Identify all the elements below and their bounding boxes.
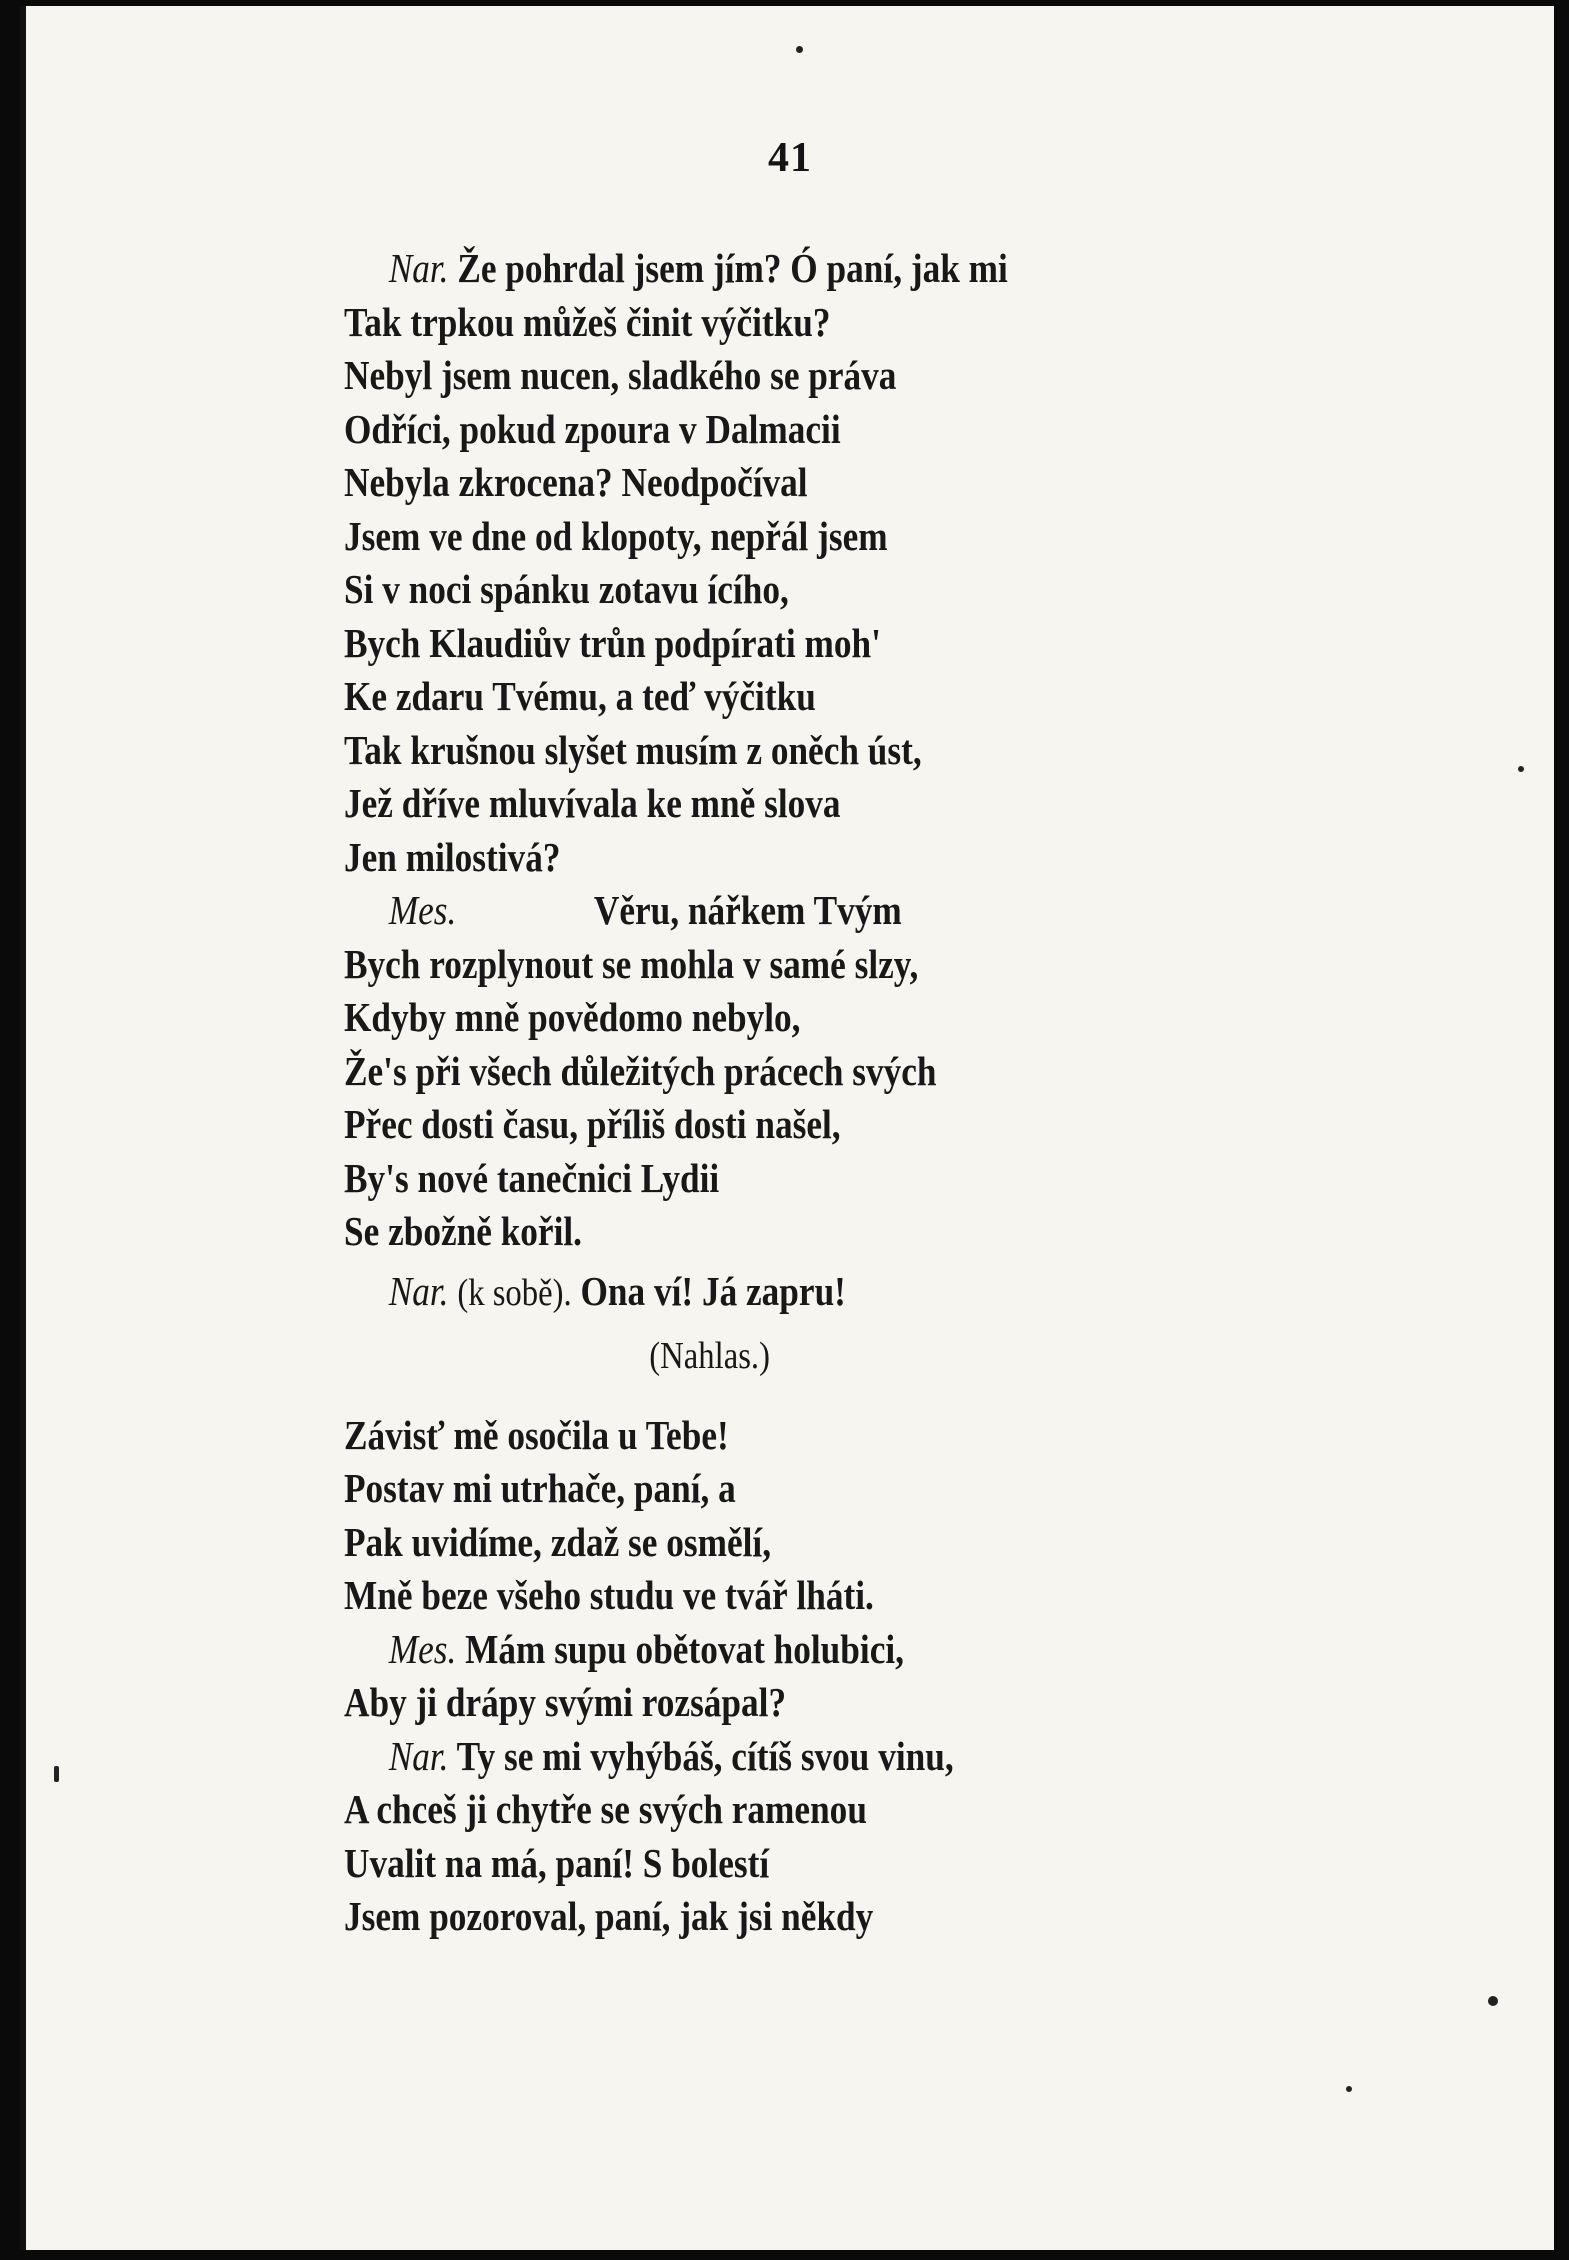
book-page [20,6,1554,2250]
scan-speck [796,46,803,53]
speaker-label: Nar. [388,245,449,291]
verse-line: Nebyla zkrocena? Neodpočíval [344,459,808,505]
speaker-label: Mes. [388,1625,457,1672]
verse-line [344,884,1290,938]
verse-line: Ke zdaru Tvému, a teď výčitku [344,673,816,719]
dialogue-text [344,242,1290,1944]
speaker-label: Nar. [388,1732,449,1779]
verse-line: Postav mi utrhače, paní, a [344,1465,736,1511]
scan-speck [1346,2086,1352,2092]
line-text: Mám supu obětovat holubici, [465,1625,904,1672]
verse-line: By's nové tanečnici Lydii [344,1154,720,1201]
verse-line: Bych rozplynout se mohla v samé slzy, [344,940,919,987]
verse-line: Závisť mě osočila u Tebe! [344,1411,729,1458]
verse-line: A chceš ji chytře se svých ramenou [344,1786,867,1832]
verse-line: Uvalit na má, paní! S bolestí [344,1839,770,1886]
verse-line [344,1259,1290,1323]
verse-line: Si v noci spánku zotavu ícího, [344,566,789,612]
page-number: 41 [768,135,812,181]
stage-direction: (Nahlas.) [649,1334,770,1377]
verse-line: Přec dosti času, příliš dosti našel, [344,1101,841,1147]
verse-line: Odříci, pokud zpoura v Dalmacii [344,405,841,452]
line-text: Ona ví! Já zapru! [580,1267,846,1314]
scan-speck [1488,1996,1498,2006]
line-text: Ty se mi vyhýbáš, cítíš svou vinu, [456,1732,954,1779]
line-text: Věru, nářkem Tvým [593,887,902,933]
verse-line [344,1623,1290,1677]
verse-line [344,1730,1290,1784]
verse-line: Jsem pozoroval, paní, jak jsi někdy [344,1893,874,1939]
verse-line: Kdyby mně povědomo nebylo, [344,994,801,1040]
speaker-label: Mes. [388,887,457,933]
line-text: Že pohrdal jsem jím? Ó paní, jak mi [457,245,1008,291]
verse-line: Že's při všech důležitých prácech svých [344,1047,937,1094]
verse-line: Jen milostivá? [344,833,561,880]
verse-line: Mně beze všeho studu ve tvář lháti. [344,1572,874,1618]
verse-line: Jsem ve dne od klopoty, nepřál jsem [344,512,888,559]
verse-line: Aby ji drápy svými rozsápal? [344,1679,787,1725]
line-gap [344,1389,1290,1409]
verse-line [344,242,1290,296]
speaker-label: Nar. [388,1267,449,1314]
verse-line: Tak trpkou můžeš činit výčitku? [344,298,831,345]
verse-line: Pak uvidíme, zdaž se osmělí, [344,1518,772,1565]
aside-direction: (k sobě). [457,1271,572,1314]
verse-line: Se zbožně kořil. [344,1208,582,1254]
verse-line: Nebyl jsem nucen, sladkého se práva [344,352,897,398]
verse-line: Jež dříve mluvívala ke mně slova [344,780,841,826]
verse-line: Bych Klaudiův trůn podpírati moh' [344,619,881,666]
scan-speck [54,1766,59,1782]
scan-speck [1518,766,1524,772]
verse-line: Tak krušnou slyšet musím z oněch úst, [344,726,922,773]
